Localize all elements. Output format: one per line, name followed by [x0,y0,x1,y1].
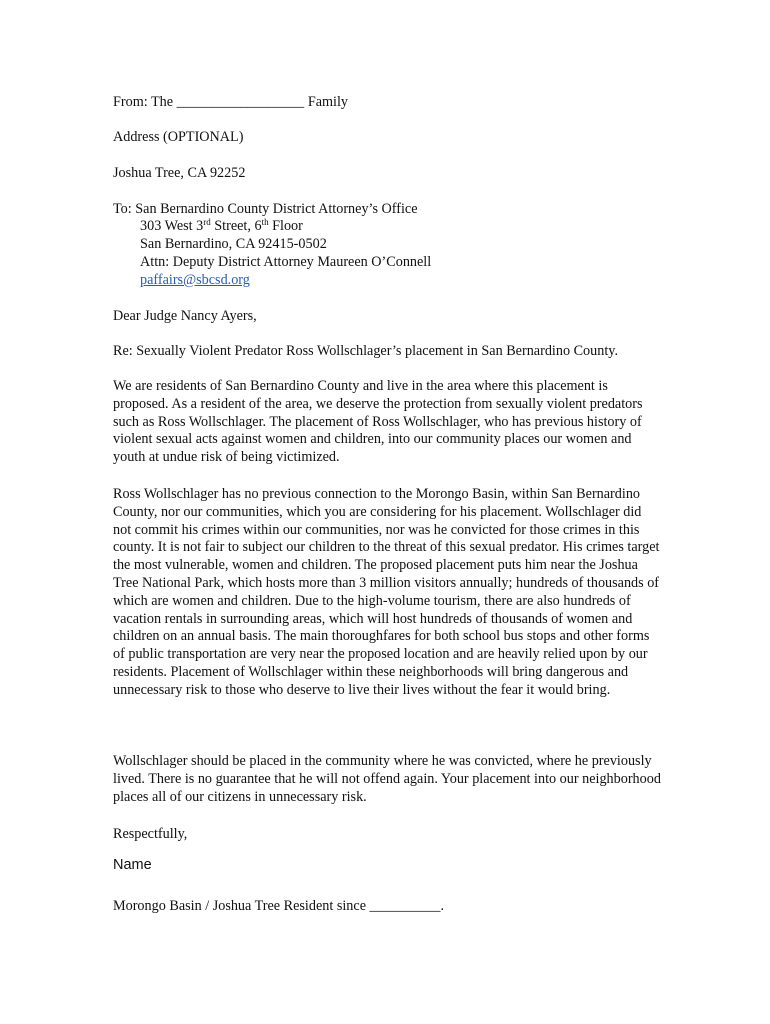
street-word: Street, 6 [210,218,262,234]
salutation: Dear Judge Nancy Ayers, [113,308,257,324]
street-number-suffix: rd [203,217,211,227]
from-line: From: The __________________ Family [113,94,349,110]
city-line: Joshua Tree, CA 92252 [113,165,246,181]
address-line: Address (OPTIONAL) [113,129,244,145]
body-paragraph-3: Wollschlager should be placed in the community where he was convicted, where he previously lived. There is no guarantee that he will not offend again. Your placement into our neighborhood places all of our citizens in unnecessary risk. [113,753,661,805]
email-link[interactable]: paffairs@sbcsd.org [140,272,250,288]
attn-line: Attn: Deputy District Attorney Maureen O’Connell [140,254,432,270]
body-paragraph-1: We are residents of San Bernardino County and live in the area where this placement is proposed. As a resident of the area, we deserve the protection from sexually violent predators such as Ross Wollschlager. The placement of Ross Wollschlager, who has previous history of violent sexual acts against women and children, into our community places our women and youth at undue risk of being victimized. [113,378,643,466]
recipient-city: San Bernardino, CA 92415-0502 [140,236,327,252]
signature-name: Name [113,857,152,873]
floor-suffix: th [261,217,269,227]
body-paragraph-2: Ross Wollschlager has no previous connection to the Morongo Basin, within San Bernardino County, nor our communities, which you are considering for his placement. Wollschlager did not commit his crimes within our communities, nor was he convicted for those crimes in this county. It is not fair to subject our children to the threat of this sexual predator. His crimes target the most vulnerable, women and children. The proposed placement puts him near the Joshua Tree National Park, which hosts more than 3 million visitors annually; hundreds of thousands of which are women and children. Due to the high-volume tourism, there are also hundreds of vacation rentals in surrounding areas, which will host hundreds of thousands of women and children on an annual basis. The main thoroughfares for both school bus stops and other forms of public transportation are very near the proposed location and are heavily relied upon by our residents. Placement of Wollschlager within these neighborhoods will bring dangerous and unnecessary risk to those who deserve to live their lives without the fear it would bring. [113,486,660,698]
subject-line: Re: Sexually Violent Predator Ross Wollschlager’s placement in San Bernardino County. [113,343,618,359]
resident-line: Morongo Basin / Joshua Tree Resident since __________. [113,898,445,914]
closing: Respectfully, [113,826,188,842]
to-line: To: San Bernardino County District Attorney’s Office [113,201,418,217]
street-address [140,218,303,236]
street-number: 303 West 3 [140,218,204,234]
floor-word: Floor [268,218,303,234]
